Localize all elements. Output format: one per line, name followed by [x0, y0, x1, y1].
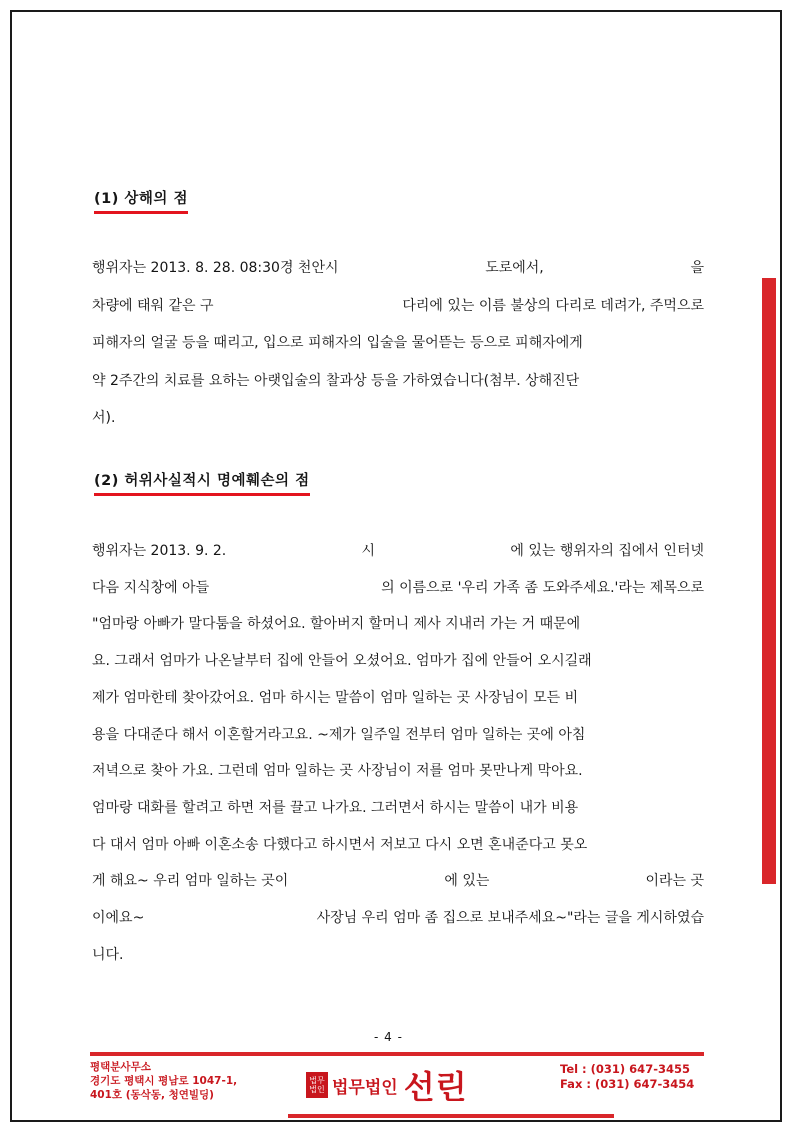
text-segment: 도로에서, [485, 260, 544, 276]
page-number: - 4 - [374, 1030, 403, 1044]
firm-logo [306, 1062, 468, 1108]
section-heading-injury: (1) 상해의 점 [94, 187, 188, 214]
office-address [90, 1060, 237, 1102]
phone-number: Tel : (031) 647-3455 [560, 1062, 690, 1076]
text-line [92, 798, 704, 818]
text-segment: 시 [361, 543, 376, 559]
text-line [92, 688, 704, 708]
text-line [92, 578, 704, 598]
text-line [92, 835, 704, 855]
text-line [92, 945, 704, 965]
text-line [92, 651, 704, 671]
text-line [92, 371, 704, 391]
text-segment: 다음 지식창에 아들 [92, 579, 210, 596]
text-line [92, 258, 704, 278]
text-line [92, 333, 704, 353]
text-segment: 차량에 태워 같은 구 [92, 297, 214, 314]
text-line [92, 296, 704, 316]
footer-divider [90, 1052, 704, 1056]
text-segment: 게 해요~ 우리 엄마 일하는 곳이 [92, 873, 289, 890]
text-segment: 이라는 곳 [645, 873, 704, 890]
footer-bottom-rule [288, 1114, 614, 1118]
text-segment: 저녁으로 찾아 가요. 그런데 엄마 일하는 곳 사장님이 저를 엄마 못만나게 막아요. [92, 763, 583, 780]
text-segment: 엄마랑 대화를 할려고 하면 저를 끌고 나가요. 그러면서 하시는 말씀이 내가 비용 [92, 799, 579, 816]
text-segment: 니다. [92, 946, 124, 963]
text-segment: 이에요~ [92, 910, 145, 926]
text-segment: 다 대서 엄마 아빠 이혼소송 다했다고 하시면서 저보고 다시 오면 혼내준다고 못오 [92, 836, 588, 853]
text-segment: 에 있는 행위자의 집에서 인터넷 [510, 543, 704, 559]
text-segment: 의 이름으로 '우리 가족 좀 도와주세요.'라는 제목으로 [381, 579, 704, 596]
text-line [92, 761, 704, 781]
text-segment: 행위자는 2013. 8. 28. 08:30경 천안시 [92, 260, 339, 276]
text-line [92, 725, 704, 745]
contact-info [560, 1062, 694, 1092]
text-segment: 사장님 우리 엄마 좀 집으로 보내주세요~"라는 글을 게시하였습 [316, 910, 704, 926]
firm-name: 선린 [403, 1068, 468, 1106]
firm-type: 법무법인 [332, 1077, 398, 1098]
text-line [92, 871, 704, 891]
text-segment: 제가 엄마한테 찾아갔어요. 엄마 하시는 말씀이 엄마 일하는 곳 사장님이 모든 비 [92, 689, 579, 706]
text-segment: 약 2주간의 치료를 요하는 아랫입술의 찰과상 등을 가하였습니다(첨부. 상해진단 [92, 372, 580, 389]
text-segment: 서). [92, 410, 116, 426]
text-segment: 다리에 있는 이름 불상의 다리로 데려가, 주먹으로 [402, 297, 704, 314]
firm-logo-mark: 법무 법인 [306, 1072, 328, 1098]
text-segment: 행위자는 2013. 9. 2. [92, 543, 227, 559]
text-line [92, 614, 704, 634]
text-segment: 용을 다대준다 해서 이혼할거라고요. ~제가 일주일 전부터 엄마 일하는 곳에 아침 [92, 726, 586, 743]
office-name: 평택분사무소 [90, 1061, 151, 1073]
text-segment: 요. 그래서 엄마가 나온날부터 집에 안들어 오셨어요. 엄마가 집에 안들어 오시길래 [92, 653, 592, 670]
text-segment: 을 [690, 260, 704, 276]
text-line [92, 541, 704, 561]
side-accent-bar [762, 278, 776, 884]
text-segment: 피해자의 얼굴 등을 때리고, 입으로 피해자의 입술을 물어뜯는 등으로 피해자에게 [92, 335, 583, 351]
text-segment: 에 있는 [444, 873, 490, 890]
text-line [92, 408, 704, 428]
fax-number: Fax : (031) 647-3454 [560, 1077, 695, 1091]
address-line-2: 401호 (동삭동, 청연빌딩) [90, 1089, 214, 1101]
text-line [92, 908, 704, 928]
address-line-1: 경기도 평택시 평남로 1047-1, [90, 1075, 238, 1087]
section-heading-defamation: (2) 허위사실적시 명예훼손의 점 [94, 469, 310, 496]
text-segment: "엄마랑 아빠가 말다툼을 하셨어요. 할아버지 할머니 제사 지내러 가는 거 때문에 [92, 616, 581, 633]
